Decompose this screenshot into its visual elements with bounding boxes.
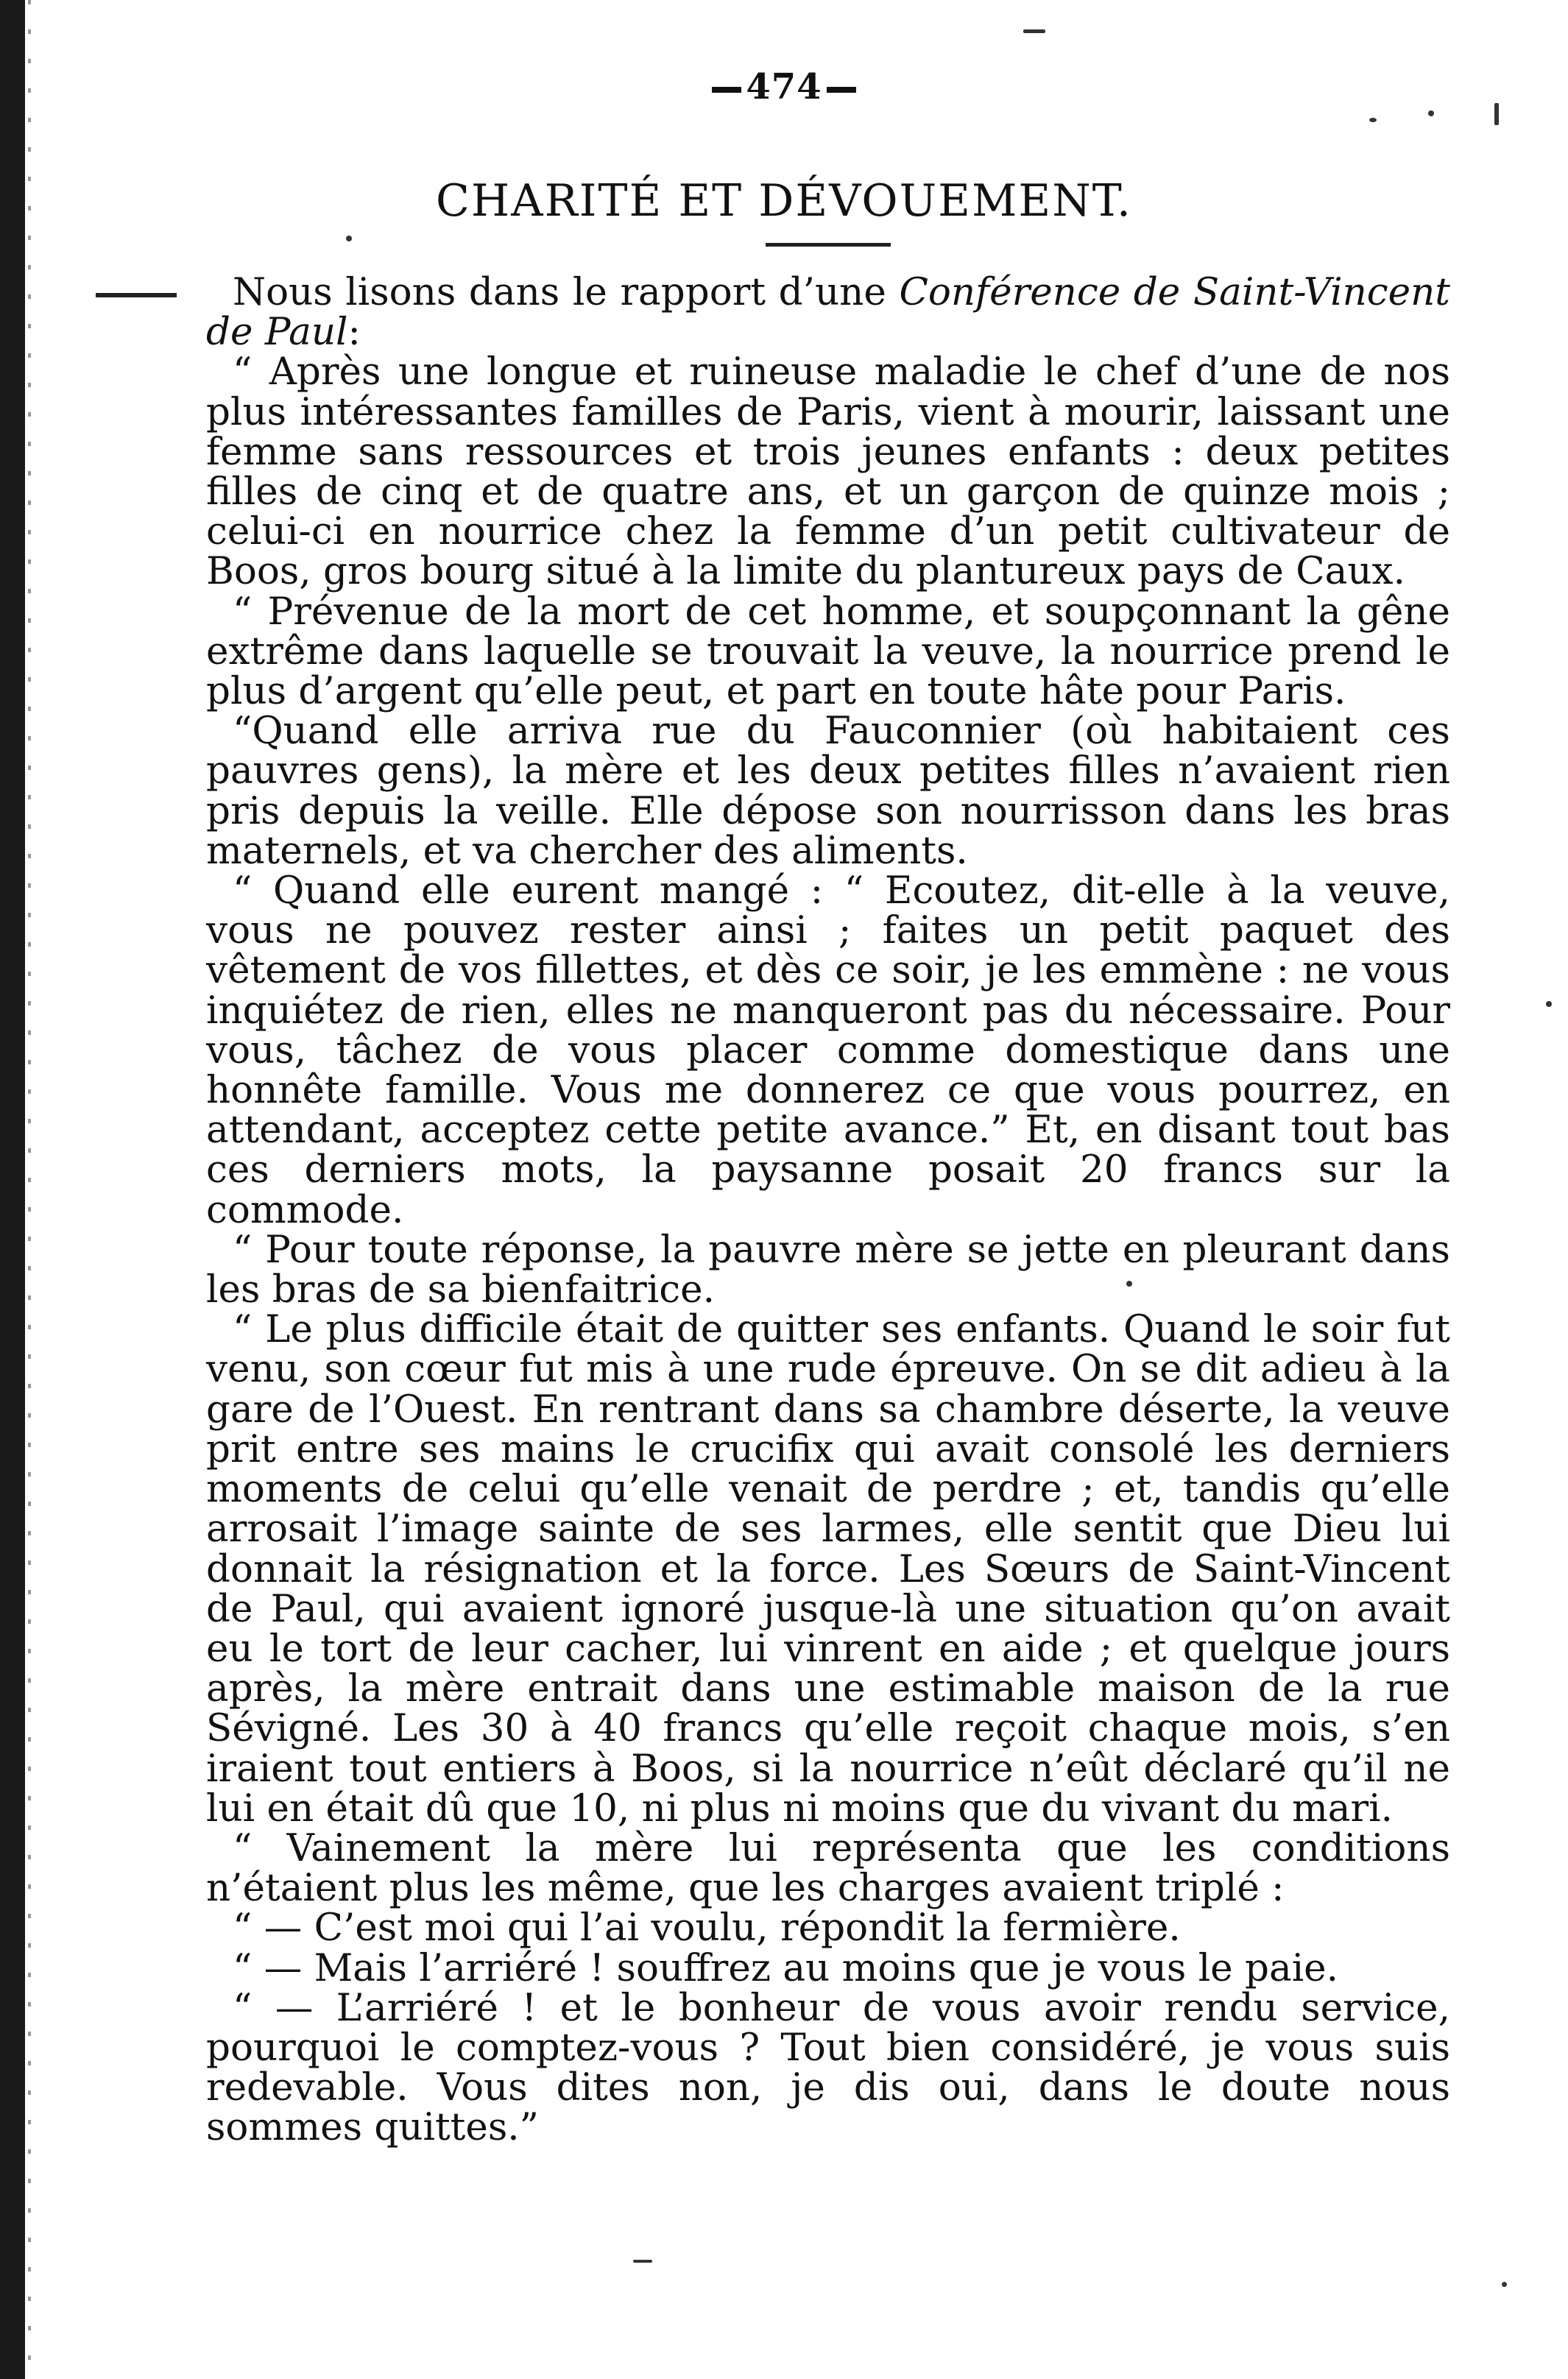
intro-paragraph xyxy=(206,270,1450,355)
scan-left-border xyxy=(0,0,25,2379)
scan-binding-marks xyxy=(28,0,31,2379)
scan-speck xyxy=(1546,1001,1552,1007)
dialogue-line: “ — L’arriéré ! et le bonheur de vous avoir rendu service, pourquoi le comptez-vous ? Tout bien considéré, je vous suis redevable. Vous dites non, je dis oui, dans le doute nous sommes quittes.” xyxy=(206,1985,1450,2150)
scan-speck xyxy=(1428,110,1434,116)
page-number-value: 474 xyxy=(746,66,822,107)
paragraph: “ Pour toute réponse, la pauvre mère se jette en pleurant dans les bras de sa bienfaitrice. xyxy=(206,1227,1450,1312)
article-body xyxy=(206,272,1450,2148)
dialogue-line: “ — C’est moi qui l’ai voulu, répondit la fermière. xyxy=(233,1906,1181,1951)
scan-speck xyxy=(1502,2282,1507,2287)
scan-speck xyxy=(1494,103,1499,125)
page-number-dash-left xyxy=(712,87,741,93)
paragraph: “ Après une longue et ruineuse maladie le chef d’une de nos plus intéressantes familles de Paris, vient à mourir, laissant une femme sans ressources et trois jeunes enfants : deux petites filles de cinq et de quatre ans, et un garçon de quinze mois ; celui-ci en nourrice chez la femme d’un petit cultivateur de Boos, gros bourg situé à la limite du plantureux pays de Caux. xyxy=(206,350,1450,594)
paragraph: “ Quand elle eurent mangé : “ Ecoutez, dit-elle à la veuve, vous ne pouvez rester ainsi ; faites un petit paquet des vêtement de vos fillettes, et dès ce soir, je les emmène : ne vous inquiétez de rien, elles ne manqueront pas du nécessaire. Pour vous, tâchez de vous placer comme domestique dans une honnête famille. Vous me donnerez ce que vous pourrez, en attendant, acceptez cette petite avance.” Et, en disant tout bas ces derniers mots, la paysanne posait 20 francs sur la commode. xyxy=(206,869,1450,1232)
conference-name: Conférence de Saint-Vincent de Paul xyxy=(206,270,1450,355)
paragraph: “Quand elle arriva rue du Fauconnier (où habitaient ces pauvres gens), la mère et les deux petites filles n’avaient rien pris depuis la veille. Elle dépose son nourrisson dans les bras maternels, et va chercher des aliments. xyxy=(206,709,1450,873)
scan-speck xyxy=(633,2260,652,2263)
dialogue-line: “ — Mais l’arriéré ! souffrez au moins que je vous le paie. xyxy=(233,1945,1339,1990)
scan-speck xyxy=(1023,29,1045,33)
paragraph: “ Vainement la mère lui représenta que les conditions n’étaient plus les même, que les charges avaient triplé : xyxy=(206,1825,1450,1911)
margin-dash-mark xyxy=(96,293,177,297)
paragraph: “ Prévenue de la mort de cet homme, et soupçonnant la gêne extrême dans laquelle se trouvait la veuve, la nourrice prend le plus d’argent qu’elle peut, et part en toute hâte pour Paris. xyxy=(206,589,1450,714)
intro-text: Nous lisons dans le rapport d’une xyxy=(233,270,900,314)
scan-speck xyxy=(1369,118,1377,122)
scan-speck xyxy=(1126,1281,1132,1287)
page-number-dash-right xyxy=(827,87,856,93)
intro-colon: : xyxy=(347,310,361,355)
title-rule xyxy=(766,243,891,247)
article-title: CHARITÉ ET DÉVOUEMENT. xyxy=(436,175,1132,227)
page-number xyxy=(0,66,1568,107)
paragraph: “ Le plus difficile était de quitter ses enfants. Quand le soir fut venu, son cœur fut mis à une rude épreuve. On se dit adieu à la gare de l’Ouest. En rentrant dans sa chambre déserte, la veuve prit entre ses mains le crucifix qui avait consolé les derniers moments de celui qu’elle venait de perdre ; et, tandis qu’elle arrosait l’image sainte de ses larmes, elle sentit que Dieu lui donnait la résignation et la force. Les Sœurs de Saint-Vincent de Paul, qui avaient ignoré jusque-là une situation qu’on avait eu le tort de leur cacher, lui vinrent en aide ; et quelque jours après, la mère entrait dans une estimable maison de la rue Sévigné. Les 30 à 40 francs qu’elle reçoit chaque mois, s’en iraient tout entiers à Boos, si la nourrice n’eût déclaré qu’il ne lui en était dû que 10, ni plus ni moins que du vivant du mari. xyxy=(206,1307,1450,1831)
scan-speck xyxy=(346,236,352,241)
